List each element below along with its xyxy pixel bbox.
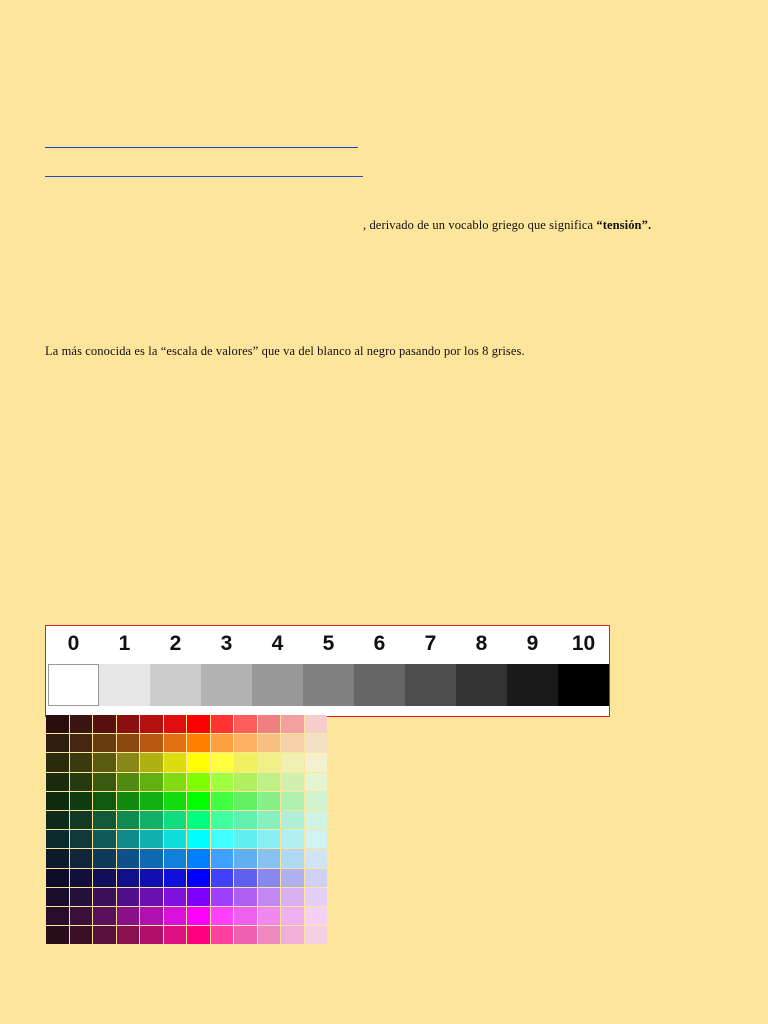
color-cell [70, 715, 93, 733]
color-cell [258, 869, 281, 887]
color-cell [117, 734, 140, 752]
paragraph-tension-text: , derivado de un vocablo griego que significa [363, 218, 597, 232]
scale-label-2: 2 [169, 632, 182, 655]
scale-label-10: 10 [571, 632, 596, 655]
hyperlink-underline-2[interactable] [45, 176, 363, 177]
color-cell [46, 907, 69, 925]
color-cell [211, 792, 234, 810]
color-cell [117, 869, 140, 887]
color-cell [258, 811, 281, 829]
color-cell [211, 734, 234, 752]
color-cell [187, 753, 210, 771]
color-cell [164, 792, 187, 810]
scale-swatch-10 [558, 664, 609, 706]
color-cell [93, 869, 116, 887]
color-cell [70, 773, 93, 791]
color-cell [164, 811, 187, 829]
color-cell [234, 849, 257, 867]
color-cell [46, 849, 69, 867]
color-cell [211, 773, 234, 791]
color-cell [258, 830, 281, 848]
color-cell [164, 849, 187, 867]
scale-swatch-9 [507, 664, 558, 706]
color-cell [70, 792, 93, 810]
color-cell [46, 830, 69, 848]
color-cell [211, 869, 234, 887]
color-cell [281, 715, 304, 733]
color-cell [258, 888, 281, 906]
color-cell [140, 792, 163, 810]
scale-label-3: 3 [220, 632, 233, 655]
scale-label-9: 9 [526, 632, 539, 655]
color-cell [305, 715, 328, 733]
color-cell [70, 888, 93, 906]
color-cell [117, 715, 140, 733]
color-cell [305, 869, 328, 887]
color-cell [46, 715, 69, 733]
scale-label-7: 7 [424, 632, 437, 655]
color-cell [140, 849, 163, 867]
color-cell [70, 811, 93, 829]
color-cell [93, 830, 116, 848]
color-cell [258, 926, 281, 944]
color-cell [211, 715, 234, 733]
color-cell [164, 888, 187, 906]
scale-swatch-8 [456, 664, 507, 706]
color-cell [117, 849, 140, 867]
color-cell [93, 849, 116, 867]
scale-swatch-4 [252, 664, 303, 706]
color-cell [258, 715, 281, 733]
color-cell [281, 926, 304, 944]
color-cell [305, 734, 328, 752]
color-cell [234, 753, 257, 771]
color-cell [164, 869, 187, 887]
color-cell [211, 907, 234, 925]
color-cell [46, 734, 69, 752]
color-cell [46, 792, 69, 810]
color-cell [93, 811, 116, 829]
color-cell [234, 715, 257, 733]
color-cell [140, 926, 163, 944]
color-chart-grid [46, 715, 327, 944]
scale-swatch-0 [48, 664, 99, 706]
color-cell [305, 926, 328, 944]
color-cell [281, 849, 304, 867]
color-cell [46, 926, 69, 944]
color-cell [258, 753, 281, 771]
value-scale-numbers [46, 630, 609, 660]
color-cell [140, 811, 163, 829]
scale-swatch-7 [405, 664, 456, 706]
color-cell [46, 811, 69, 829]
color-cell [211, 849, 234, 867]
color-cell [187, 830, 210, 848]
color-cell [117, 830, 140, 848]
color-cell [117, 773, 140, 791]
color-cell [93, 734, 116, 752]
scale-swatch-3 [201, 664, 252, 706]
color-cell [46, 888, 69, 906]
color-cell [305, 830, 328, 848]
color-cell [281, 830, 304, 848]
color-cell [164, 734, 187, 752]
color-cell [187, 734, 210, 752]
color-cell [140, 734, 163, 752]
color-cell [305, 811, 328, 829]
color-cell [93, 792, 116, 810]
color-cell [117, 753, 140, 771]
color-cell [234, 773, 257, 791]
color-cell [234, 734, 257, 752]
scale-label-4: 4 [271, 632, 284, 655]
color-cell [140, 888, 163, 906]
color-cell [281, 773, 304, 791]
value-scale-swatches [48, 664, 608, 706]
color-cell [46, 869, 69, 887]
color-cell [234, 926, 257, 944]
color-cell [93, 773, 116, 791]
scale-label-5: 5 [322, 632, 335, 655]
color-cell [234, 888, 257, 906]
color-cell [140, 830, 163, 848]
color-cell [70, 849, 93, 867]
color-cell [117, 926, 140, 944]
color-cell [305, 907, 328, 925]
color-cell [70, 907, 93, 925]
color-cell [305, 773, 328, 791]
color-cell [70, 869, 93, 887]
color-cell [187, 869, 210, 887]
color-cell [117, 811, 140, 829]
color-cell [187, 773, 210, 791]
color-cell [70, 926, 93, 944]
color-cell [164, 830, 187, 848]
color-cell [164, 773, 187, 791]
color-cell [211, 753, 234, 771]
color-cell [46, 773, 69, 791]
color-cell [187, 715, 210, 733]
color-cell [281, 907, 304, 925]
scale-label-0: 0 [67, 632, 80, 655]
color-cell [258, 734, 281, 752]
color-cell [93, 926, 116, 944]
color-cell [70, 753, 93, 771]
color-cell [46, 753, 69, 771]
color-cell [164, 926, 187, 944]
color-cell [258, 907, 281, 925]
paragraph-value-scale: La más conocida es la “escala de valores” que va del blanco al negro pasando por los 8 grises. [45, 344, 525, 358]
color-cell [234, 811, 257, 829]
color-cell [305, 792, 328, 810]
color-cell [187, 888, 210, 906]
scale-swatch-6 [354, 664, 405, 706]
color-cell [281, 734, 304, 752]
hyperlink-underline-1[interactable] [45, 147, 358, 148]
color-cell [211, 888, 234, 906]
color-cell [281, 753, 304, 771]
color-cell [93, 888, 116, 906]
color-cell [117, 888, 140, 906]
color-cell [305, 849, 328, 867]
color-cell [258, 849, 281, 867]
color-cell [140, 773, 163, 791]
color-cell [70, 734, 93, 752]
scale-swatch-5 [303, 664, 354, 706]
value-scale-image [45, 625, 610, 717]
color-cell [211, 830, 234, 848]
scale-label-1: 1 [118, 632, 131, 655]
color-cell [281, 792, 304, 810]
color-cell [164, 907, 187, 925]
color-cell [234, 830, 257, 848]
color-cell [117, 907, 140, 925]
color-cell [93, 907, 116, 925]
color-cell [281, 869, 304, 887]
scale-label-6: 6 [373, 632, 386, 655]
color-cell [258, 792, 281, 810]
color-cell [140, 715, 163, 733]
color-cell [281, 811, 304, 829]
color-cell [187, 811, 210, 829]
color-cell [140, 753, 163, 771]
scale-swatch-2 [150, 664, 201, 706]
color-cell [305, 753, 328, 771]
tension-word: “tensión”. [596, 218, 652, 232]
color-cell [187, 907, 210, 925]
color-cell [258, 773, 281, 791]
color-cell [70, 830, 93, 848]
color-cell [234, 792, 257, 810]
color-cell [211, 811, 234, 829]
color-cell [234, 869, 257, 887]
color-cell [187, 849, 210, 867]
color-cell [140, 907, 163, 925]
color-cell [187, 792, 210, 810]
color-cell [140, 869, 163, 887]
scale-label-8: 8 [475, 632, 488, 655]
color-cell [234, 907, 257, 925]
paragraph-tension [363, 218, 651, 233]
color-cell [187, 926, 210, 944]
color-cell [164, 715, 187, 733]
color-cell [164, 753, 187, 771]
color-cell [211, 926, 234, 944]
color-cell [93, 753, 116, 771]
scale-swatch-1 [99, 664, 150, 706]
color-cell [281, 888, 304, 906]
color-cell [117, 792, 140, 810]
color-cell [93, 715, 116, 733]
color-cell [305, 888, 328, 906]
